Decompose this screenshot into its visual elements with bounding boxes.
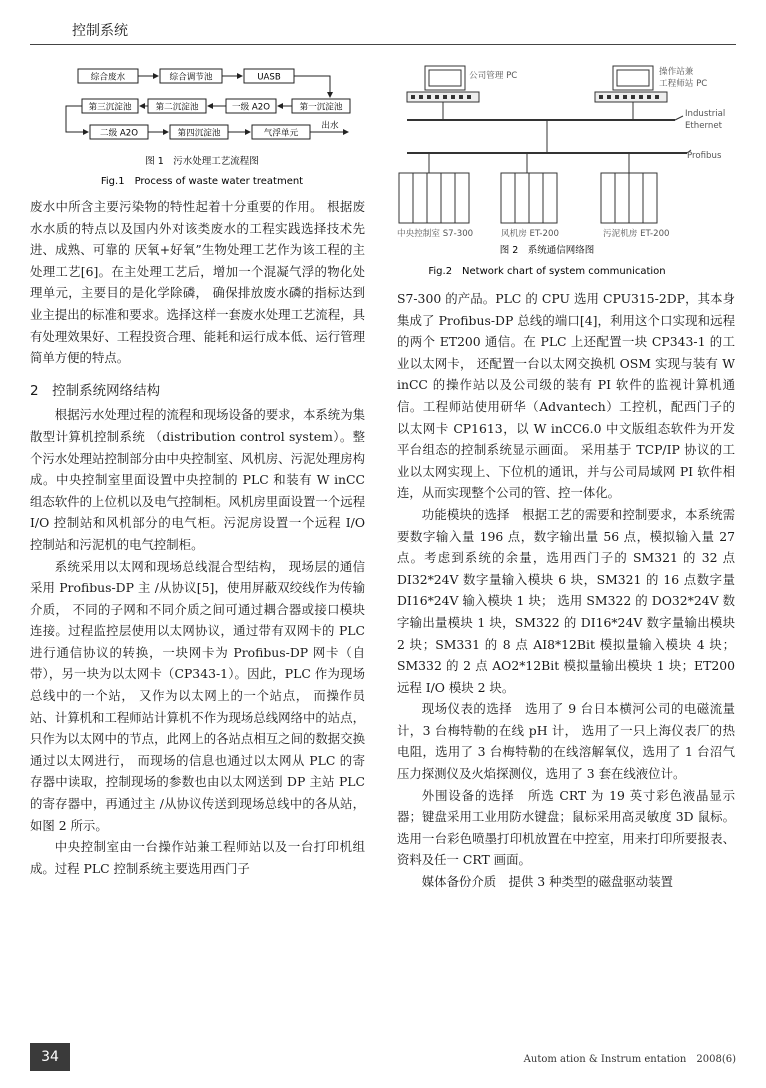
flow-box-7: 第一沉淀池 bbox=[299, 102, 343, 113]
section-heading-2: 2 控制系统网络结构 bbox=[30, 382, 161, 399]
ethernet-label-2: Ethernet bbox=[685, 121, 723, 131]
flow-box-2: 综合调节池 bbox=[169, 72, 213, 83]
profibus-label: Profibus bbox=[687, 151, 722, 161]
outlet-label: 出水 bbox=[321, 121, 339, 131]
figure-2-caption-en: Fig.2 Network chart of system communication bbox=[428, 266, 666, 277]
figure-1-process-flow bbox=[30, 60, 365, 195]
flow-box-8: 二级 A2O bbox=[99, 128, 139, 139]
paragraph: 外围设备的选择 所选 CRT 为 19 英寸彩色液晶显示器；键盘采用工业用防水键盘；鼠标采用高灵敏度 3D 鼠标。选用一台彩色喷墨打印机放置在中控室，用来打印所要报表、资料及任一 CRT 画面。 bbox=[397, 787, 735, 868]
station-label-3: 污泥机房 ET-200 bbox=[603, 229, 670, 239]
page-number: 34 bbox=[30, 1043, 70, 1071]
station-label-1: 中央控制室 S7-300 bbox=[397, 229, 474, 239]
left-column bbox=[30, 196, 365, 879]
flow-box-4: 第三沉淀池 bbox=[88, 102, 132, 113]
operator-pc-label-2: 工程师站 PC bbox=[659, 79, 708, 89]
figure-1-caption-en: Fig.1 Process of waste water treatment bbox=[100, 176, 304, 187]
flow-box-9: 第四沉淀池 bbox=[177, 128, 221, 139]
paragraph: 系统采用以太网和现场总线混合型结构， 现场层的通信采用 Profibus-DP 主 /从协议[5]，使用屏蔽双绞线作为传输介质， 不同的子网和不同介质之间可通过耦合器或接口模块连接。过程监控层使用以太网协议，通过带有双网卡的 PLC 进行通信协议的转换，一块网卡为 Profibus-DP 网卡（自带），另一块为以太网卡（CP343-1）。因此，PLC 作为现场总线中的一个站， 又作为以太网上的一个站点， 而操作员站、计算机和工程师站计算机不作为现场总线网络中的站点，只作为以太网中的节点，此网上的各站点相互之间的数据交换通过以太网进行， 而现场的信息也通过以太网从 PLC 的寄存器中读取，控制现场的参数也由以太网送到 DP 主站 PLC 的寄存器中，再通过主 /从协议传送到现场总线中的各从站，如图 2 所示。 bbox=[30, 558, 365, 833]
figure-2-network-chart bbox=[397, 58, 737, 283]
running-header: 控制系统 bbox=[72, 23, 128, 39]
paragraph: 根据污水处理过程的流程和现场设备的要求，本系统为集散型计算机控制系统 （distribution control system）。整个污水处理站控制部分由中央控制室、风机房、污泥处理房构成。中央控制室里面设置中央控制的 PLC 和装有 W inCC 组态软件的上位机以及电气控制柜。风机房里面设置一个远程 I/O 控制站和风机部分的电气柜。污泥房设置一个远程 I/O 控制站和污泥机的电气控制柜。 bbox=[30, 407, 365, 552]
figure-2-caption-cn: 图 2 系统通信网络图 bbox=[499, 245, 595, 256]
header-rule bbox=[30, 44, 736, 45]
flow-box-6: 一级 A2O bbox=[231, 102, 271, 113]
paragraph: 废水中所含主要污染物的特性起着十分重要的作用。 根据废水水质的特点以及国内外对该类废水的工程实践选择技术先进、成熟、可靠的 厌氧+好氧”生物处理工艺作为该工程的主处理工艺[6]。在主处理工艺后，增加一个混凝气浮的物化处理单元，主要目的是化学除磷， 确保排放废水磷的指标达到业主提出的标准和要求。选择这样一套废水处理工艺流程，具有处理效果好、工程投资合理、能耗和运行成本低、运行管理简单方便的特点。 bbox=[30, 199, 365, 366]
flow-box-10: 气浮单元 bbox=[263, 128, 299, 139]
paragraph: 现场仪表的选择 选用了 9 台日本横河公司的电磁流量计，3 台梅特勒的在线 pH 计， 选用了一只上海仪表厂的热电阻，选用了 3 台梅特勒的在线溶解氧仪，选用了 1 台沼气压力探测仪及火焰探测仪，选用了 3 套在线液位计。 bbox=[397, 701, 735, 782]
station-label-2: 风机房 ET-200 bbox=[501, 229, 559, 239]
operator-pc-label-1: 操作站兼 bbox=[659, 67, 694, 77]
right-column bbox=[397, 288, 735, 893]
paragraph: S7-300 的产品。PLC 的 CPU 选用 CPU315-2DP，其本身集成了 Profibus-DP 总线的端口[4]，利用这个口实现和远程的两个 ET200 通信。在 PLC 上还配置一块 CP343-1 的工业以太网卡， 还配置一台以太网交换机 OSM 实现与装有 W inCC 的操作站以及公司级的装有 PI 软件的监视计算机通信。工程师站使用研华（Advantech）工控机，配西门子的以太网卡 CP1613，以 W inCC6.0 中文版组态软件为开发平台组态的控制系统显示画面。 采用基于 TCP/IP 协议的工业以太网实现上、下位机的通讯，并与公司局域网 PI 软件相连，从而实现整个公司的管、控一体化。 bbox=[397, 291, 735, 501]
journal-footer: Autom ation & Instrum entation 2008(6) bbox=[523, 1054, 736, 1065]
figure-1-caption-cn: 图 1 污水处理工艺流程图 bbox=[145, 156, 259, 167]
flow-box-1: 综合废水 bbox=[90, 72, 126, 83]
flow-box-3: UASB bbox=[257, 72, 281, 83]
company-pc-label: 公司管理 PC bbox=[469, 71, 518, 81]
flow-box-5: 第二沉淀池 bbox=[155, 102, 199, 113]
paragraph: 中央控制室由一台操作站兼工程师站以及一台打印机组成。过程 PLC 控制系统主要选用西门子 bbox=[30, 839, 365, 876]
paragraph: 媒体备份介质 提供 3 种类型的磁盘驱动装置 bbox=[421, 874, 673, 890]
paragraph: 功能模块的选择 根据工艺的需要和控制要求，本系统需要数字输入量 196 点，数字输出量 56 点，模拟输入量 27 点。考虑到系统的余量，选用西门子的 SM321 的 32 点 DI32*24V 数字量输入模块 6 块，SM321 的 16 点数字量 DI16*24V 输入模块 1 块； 选用 SM322 的 DO32*24V 数字输出量模块 1 块，SM322 的 DI16*24V 数字量输出模块 2 块；SM331 的 8 点 AI8*12Bit 模拟量输入模块 4 块；SM332 的 2 点 AO2*12Bit 模拟量输出模块 1 块；ET200 远程 I/O 模块 2 块。 bbox=[397, 506, 735, 695]
ethernet-label-1: Industrial bbox=[685, 109, 726, 119]
